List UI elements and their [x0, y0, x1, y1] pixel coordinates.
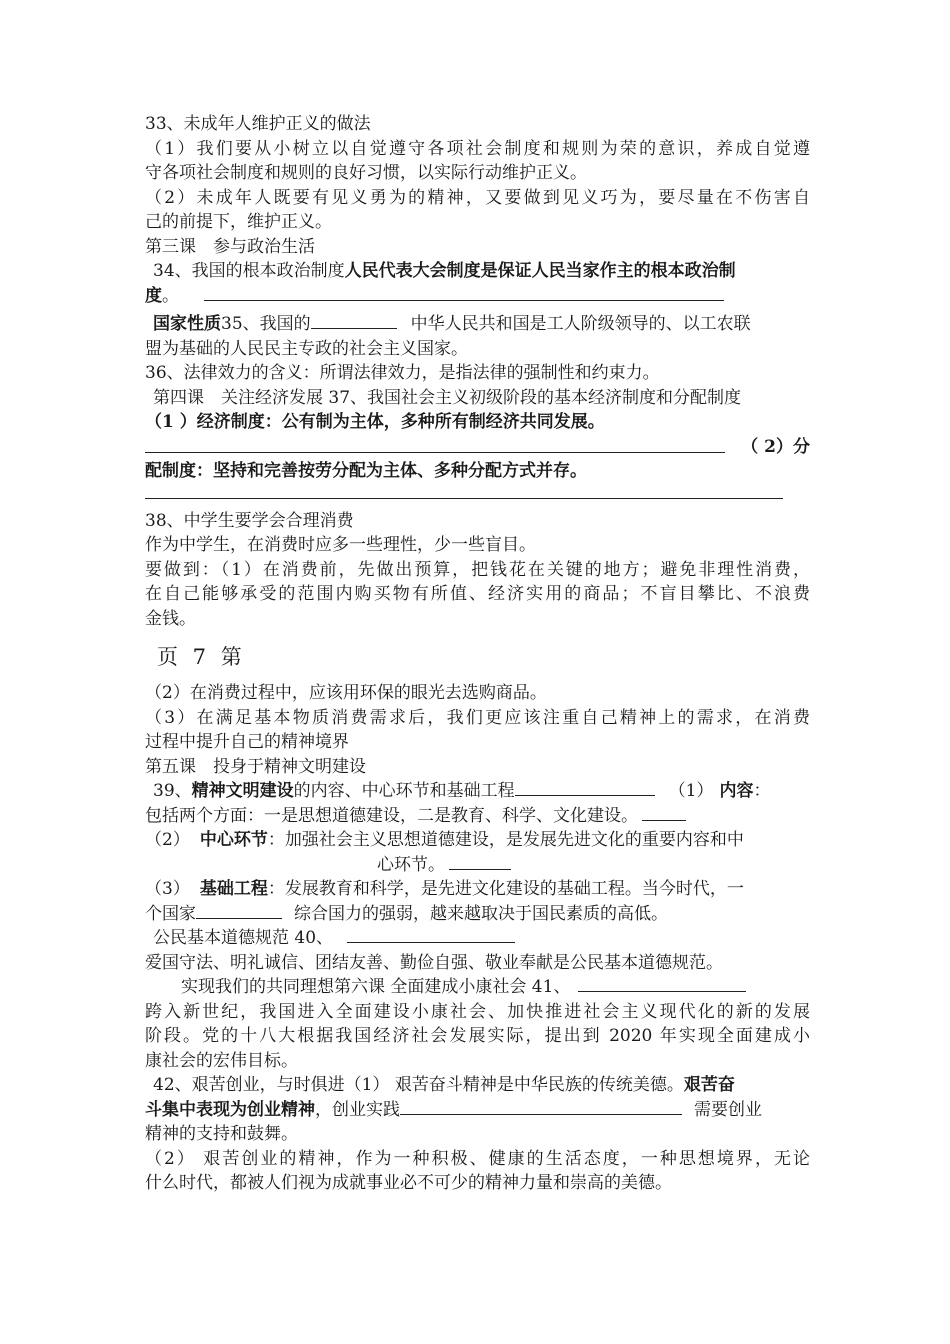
- section-33-p1-line1: （1）我们要从小树立以自觉遵守各项社会制度和规则为荣的意识，养成自觉遵: [145, 138, 810, 159]
- section-42-post: 需要创业: [694, 1099, 762, 1120]
- section-37-line1: 第四课 关注经济发展 37、我国社会主义初级阶段的基本经济制度和分配制度: [153, 387, 742, 408]
- section-42-line2: [145, 1098, 810, 1123]
- section-42-text: 42、艰苦创业，与时俱进（1） 艰苦奋斗精神是中华民族的传统美德。: [153, 1075, 684, 1095]
- section-39-line1: [145, 779, 810, 804]
- section-35-rest: 中华人民共和国是工人阶级领导的、以工农联: [410, 314, 751, 334]
- section-39-item2-num: （2）: [145, 830, 190, 850]
- lesson-5-heading: 第五课 投身于精神文明建设: [145, 756, 366, 777]
- spacer: [145, 484, 810, 498]
- section-39-item3-text: ：发展教育和科学，是先进文化建设的基础工程。当今时代，一: [267, 879, 744, 899]
- section-34-line1: [145, 259, 810, 284]
- section-39-bold: 精神文明建设: [191, 781, 294, 801]
- section-42-bold-start: 艰苦奋: [683, 1075, 735, 1095]
- section-33-title: 33、未成年人维护正义的做法: [145, 114, 371, 134]
- section-39-r1: （1）: [668, 781, 714, 801]
- section-41-line4: 康社会的宏伟目标。: [145, 1050, 298, 1071]
- section-40-line1: [145, 926, 810, 951]
- section-37-line2: （1 ）经济制度：公有制为主体，多种所有制经济共同发展。: [145, 412, 605, 432]
- section-38b-line1: （2）在消费过程中，应该用环保的眼光去选购商品。: [145, 683, 547, 703]
- section-40-title: 公民基本道德规范 40、: [153, 928, 334, 948]
- section-42-line4: （2） 艰苦创业的精神，作为一种积极、健康的生活态度，一种思想境界，无论: [145, 1148, 810, 1169]
- section-39-line2: [145, 804, 810, 829]
- section-37-item2-start: （ 2）分: [741, 436, 810, 457]
- section-39-item2-end: 心环节。: [377, 854, 445, 875]
- section-38b-line2: （3）在满足基本物质消费需求后，我们更应该注重自己精神上的需求，在消费: [145, 707, 810, 728]
- section-37-line4: 配制度：坚持和完善按劳分配为主体、多种分配方式并存。: [145, 461, 587, 481]
- section-35-line1: [145, 312, 810, 337]
- section-34-period: 。: [162, 285, 179, 306]
- section-39-line3: [145, 828, 810, 853]
- section-37-rule: [145, 452, 725, 453]
- section-35-bold: 国家性质: [153, 314, 221, 334]
- section-33-p2-line2: 己的前提下，维护正义。: [145, 212, 332, 232]
- section-35-prefix: 35、我国的: [221, 314, 311, 334]
- section-42-bold: 斗集中表现为创业精神: [145, 1099, 315, 1120]
- section-39-blank-1: [515, 780, 655, 796]
- section-39-line6: [145, 902, 810, 927]
- section-34-line2: [145, 284, 810, 309]
- section-39-content-label: 内容: [719, 781, 754, 801]
- section-38-line1: 作为中学生，在消费时应多一些理性，少一些盲目。: [145, 535, 536, 555]
- section-37-line3: [145, 435, 810, 460]
- section-33-p2-line1: （2）未成年人既要有见义勇为的精神，又要做到见义巧为，要尽量在不伤害自: [145, 187, 810, 208]
- section-39-item3-end: 综合国力的强弱，越来越取决于国民素质的高低。: [294, 903, 668, 924]
- section-33-p1-line2: 守各项社会制度和规则的良好习惯，以实际行动维护正义。: [145, 163, 587, 183]
- lesson-3-heading: 第三课 参与政治生活: [145, 236, 315, 257]
- section-39-blank-3: [449, 854, 511, 870]
- section-39-colon: ：: [753, 781, 771, 801]
- section-42-line1: [145, 1073, 810, 1098]
- section-38-title: 38、中学生要学会合理消费: [145, 510, 354, 531]
- section-38-line4: 金钱。: [145, 608, 196, 629]
- section-38-line3: 在自己能够承受的范围内购买物有所值、经济实用的商品；不盲目攀比、不浪费: [145, 584, 810, 604]
- section-39-blank-2: [642, 805, 686, 821]
- section-39-mid: 的内容、中心环节和基础工程: [293, 781, 515, 801]
- section-39-item3-cont: 个国家: [145, 903, 196, 924]
- section-39-line5: [145, 877, 810, 902]
- section-39-num: 39、: [153, 781, 192, 801]
- section-35-line2: 盟为基础的人民民主专政的社会主义国家。: [145, 338, 468, 359]
- document-body: [145, 112, 810, 1196]
- section-34-bold: 人民代表大会制度是保证人民当家作主的根本政治制: [344, 261, 736, 281]
- section-42-line5: 什么时代，都被人们视为成就事业必不可少的精神力量和崇高的美德。: [145, 1173, 672, 1193]
- section-39-line4: [145, 853, 810, 878]
- section-39-item3-bold: 基础工程: [199, 879, 268, 899]
- section-38-line2: 要做到：（1）在消费前，先做出预算，把钱花在关键的地方；避免非理性消费，: [145, 559, 810, 580]
- section-39-blank-4: [196, 903, 282, 919]
- section-42-blank: [400, 1099, 682, 1115]
- section-41-line3: 阶段。党的十八大根据我国经济社会发展实际，提出到 2020 年实现全面建成小: [145, 1026, 810, 1046]
- section-39-item2-bold: 中心环节: [199, 830, 268, 850]
- section-41-title: 实现我们的共同理想第六课 全面建成小康社会 41、: [181, 977, 571, 997]
- section-42-line3: 精神的支持和鼓舞。: [145, 1124, 298, 1144]
- section-40-blank: [347, 927, 515, 943]
- section-34-bold-end: 度: [145, 285, 162, 306]
- section-41-blank: [578, 976, 746, 992]
- section-34-blank: [204, 285, 724, 301]
- section-42-mid: ，创业实践: [315, 1099, 400, 1120]
- section-39-content-text: 包括两个方面：一是思想道德建设，二是教育、科学、文化建设。: [145, 805, 638, 826]
- section-39-item2-text: ：加强社会主义思想道德建设，是发展先进文化的重要内容和中: [267, 830, 744, 850]
- section-38b-line3: 过程中提升自己的精神境界: [145, 732, 349, 752]
- section-41-line2: 跨入新世纪，我国进入全面建设小康社会、加快推进社会主义现代化的新的发展: [145, 1001, 810, 1022]
- section-41-line1: [145, 975, 810, 1000]
- page-number: 页 7 第: [157, 645, 246, 669]
- section-36: 36、法律效力的含义：所谓法律效力，是指法律的强制性和约束力。: [145, 363, 660, 383]
- section-34-prefix: 34、我国的根本政治制度: [153, 261, 345, 281]
- section-39-item3-num: （3）: [145, 879, 190, 899]
- section-40-line2: 爱国守法、明礼诚信、团结友善、勤俭自强、敬业奉献是公民基本道德规范。: [145, 952, 723, 973]
- section-35-blank: [311, 313, 397, 329]
